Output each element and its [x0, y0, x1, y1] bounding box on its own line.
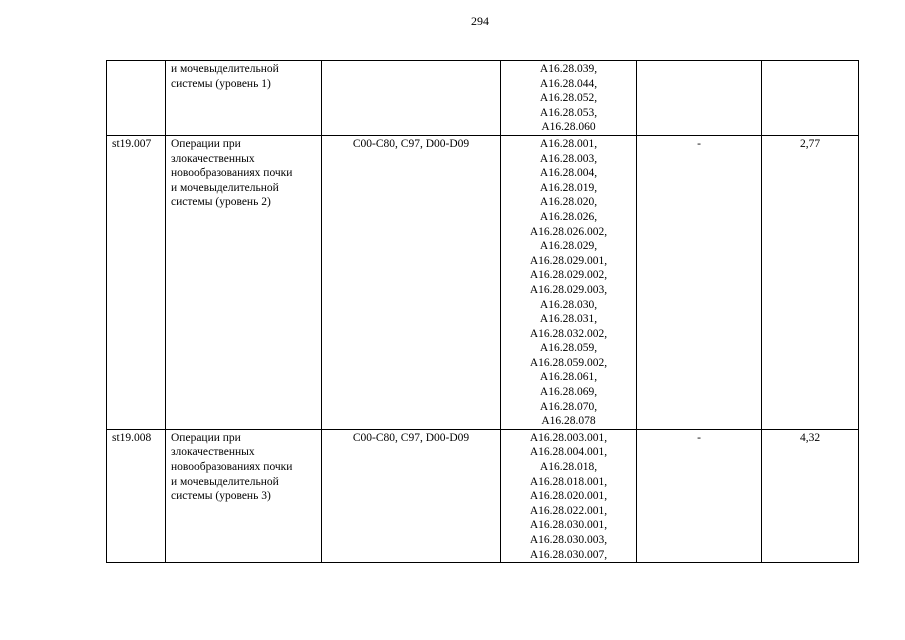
- icd-codes: C00-C80, C97, D00-D09: [352, 431, 470, 444]
- name-line: злокачественных: [171, 152, 255, 165]
- service-code: A16.28.029.001,: [529, 254, 608, 267]
- name-line: и мочевыделительной: [171, 475, 279, 488]
- service-code: A16.28.029,: [539, 240, 598, 253]
- service-code: A16.28.004.001,: [529, 446, 608, 459]
- row-name-cell: [166, 135, 322, 429]
- row-service-cell: [501, 61, 637, 136]
- row-service-cell: [501, 135, 637, 429]
- service-code: A16.28.029.002,: [529, 269, 608, 282]
- service-code: A16.28.044,: [539, 77, 598, 90]
- row-coefficient-cell: [762, 135, 859, 429]
- name-line: системы (уровень 3): [171, 490, 271, 503]
- coefficient: 2,77: [799, 137, 821, 150]
- row-code-cell: [107, 429, 166, 562]
- row-name-cell: [166, 429, 322, 562]
- name-line: Операции при: [171, 431, 241, 444]
- service-code: A16.28.052,: [539, 92, 598, 105]
- service-code: A16.28.030.001,: [529, 519, 608, 532]
- service-code: A16.28.018.001,: [529, 475, 608, 488]
- coefficient: 4,32: [799, 431, 821, 444]
- name-line: злокачественных: [171, 446, 255, 459]
- row-icd-cell: [322, 429, 501, 562]
- service-code: A16.28.069,: [539, 386, 598, 399]
- row-service-cell: [501, 429, 637, 562]
- service-code: A16.28.032.002,: [529, 327, 608, 340]
- service-code: A16.28.059.002,: [529, 356, 608, 369]
- service-code: A16.28.059,: [539, 342, 598, 355]
- row-icd-cell: [322, 61, 501, 136]
- name-line: системы (уровень 2): [171, 196, 271, 209]
- service-code: A16.28.070,: [539, 400, 598, 413]
- name-line: и мочевыделительной: [171, 63, 279, 75]
- extra-criterion: -: [697, 431, 701, 444]
- row-name-cell: [166, 61, 322, 136]
- service-code: A16.28.004,: [539, 167, 598, 180]
- service-code: A16.28.061,: [539, 371, 598, 384]
- service-code: A16.28.029.003,: [529, 283, 608, 296]
- service-code: A16.28.020.001,: [529, 490, 608, 503]
- service-code: A16.28.030.007,: [529, 548, 608, 561]
- table-row: [107, 61, 859, 136]
- row-extra-cell: [637, 61, 762, 136]
- service-code: A16.28.053,: [539, 106, 598, 119]
- row-coefficient-cell: [762, 61, 859, 136]
- row-code-cell: [107, 135, 166, 429]
- service-code: A16.28.019,: [539, 181, 598, 194]
- table-row: [107, 135, 859, 429]
- page-number: 294: [471, 14, 489, 28]
- row-extra-cell: [637, 135, 762, 429]
- service-code: A16.28.020,: [539, 196, 598, 209]
- service-code: A16.28.060: [541, 121, 596, 134]
- service-code: A16.28.018,: [539, 461, 598, 474]
- service-code: A16.28.078: [541, 415, 596, 428]
- service-code: A16.28.001,: [539, 137, 598, 150]
- row-code: st19.008: [112, 431, 152, 444]
- service-code: A16.28.003,: [539, 152, 598, 165]
- row-coefficient-cell: [762, 429, 859, 562]
- name-line: новообразованиях почки: [171, 167, 293, 180]
- extra-criterion: -: [697, 137, 701, 150]
- row-extra-cell: [637, 429, 762, 562]
- service-code: A16.28.003.001,: [529, 431, 608, 444]
- name-line: системы (уровень 1): [171, 77, 271, 90]
- service-code: A16.28.039,: [539, 63, 598, 75]
- icd-codes: C00-C80, C97, D00-D09: [352, 137, 470, 150]
- service-code: A16.28.026,: [539, 210, 598, 223]
- row-code-cell: [107, 61, 166, 136]
- service-code: A16.28.031,: [539, 313, 598, 326]
- service-code: A16.28.030,: [539, 298, 598, 311]
- service-code: A16.28.030.003,: [529, 534, 608, 546]
- table-row: [107, 429, 859, 562]
- tariff-table: [106, 60, 859, 563]
- name-line: и мочевыделительной: [171, 181, 279, 194]
- row-icd-cell: [322, 135, 501, 429]
- name-line: Операции при: [171, 137, 241, 150]
- service-code: A16.28.022.001,: [529, 504, 608, 517]
- service-code: A16.28.026.002,: [529, 225, 608, 238]
- name-line: новообразованиях почки: [171, 461, 293, 474]
- row-code: st19.007: [112, 137, 152, 150]
